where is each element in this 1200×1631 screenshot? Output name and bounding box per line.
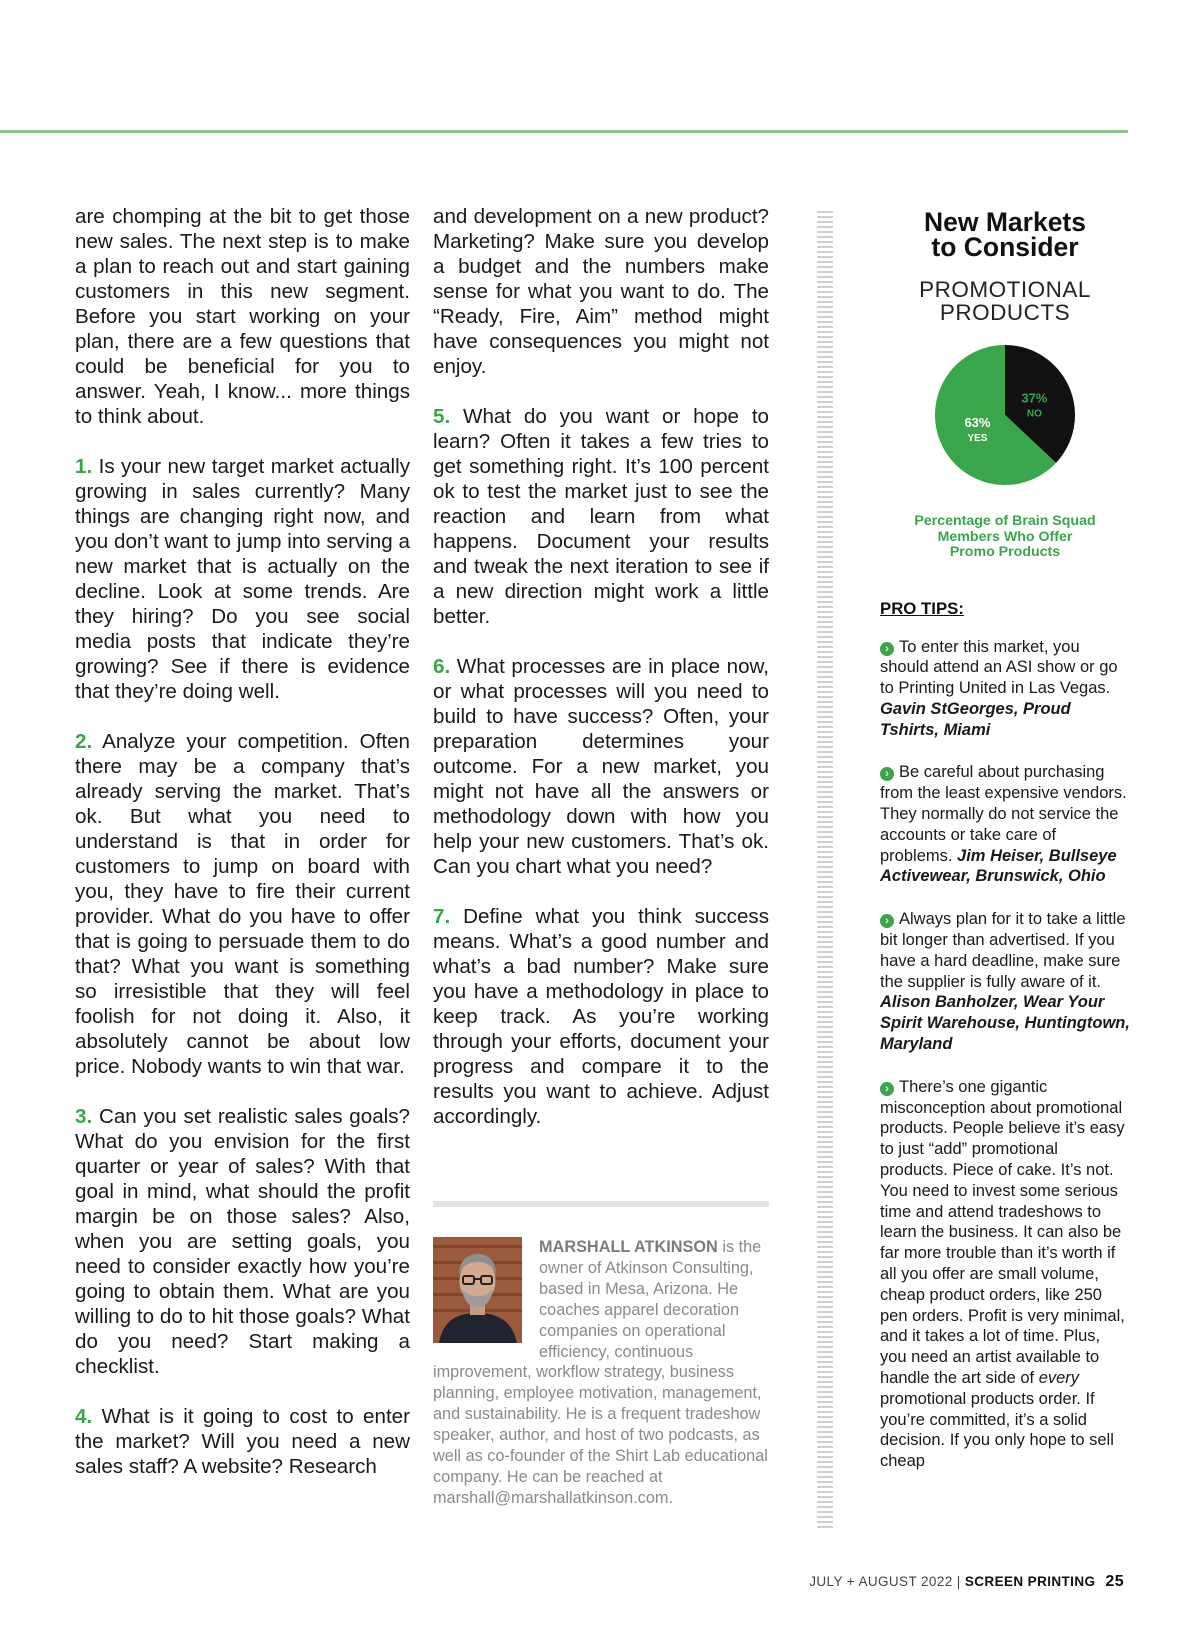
chart-caption-line-3: Promo Products <box>949 544 1061 560</box>
question-text: Define what you think success means. What’s a good number and what’s a bad number? Make sure you have a methodology in place to keep track. As you’re working through your efforts, document your progress and compare it to the results you want to achieve. Adjust accordingly. <box>433 905 769 1128</box>
tip-text: To enter this market, you should attend an ASI show or go to Printing United in Las Vegas. <box>880 637 1118 698</box>
article-column-1 <box>75 204 410 1504</box>
pro-tips-heading: PRO TIPS: <box>880 598 964 618</box>
question-text: Can you set realistic sales goals? What do you envision for the first quarter or year of sales? With that goal in mind, what should the profit margin be on those sales? Also, when you are setting goals, you need to consider exactly how you’re going to obtain them. What are you willing to do to hit those goals? What do you need? Start making a checklist. <box>75 1105 410 1378</box>
bio-body: is the owner of Atkinson Consulting, based in Mesa, Arizona. He coaches apparel decoration companies on operational efficiency, continuous improvement, workflow strategy, business planning, employee motivation, management, and sustainability. He is a frequent tradeshow speaker, author, and host of two podcasts, as well as co-founder of the Shirt Lab educational company. He can be reached at marshall@marshallatkinson.com. <box>433 1238 768 1507</box>
arrow-circle-icon: › <box>880 1082 894 1096</box>
pie-chart <box>880 340 1130 490</box>
question-number: 7. <box>433 905 451 928</box>
bio-name: MARSHALL ATKINSON <box>539 1238 718 1256</box>
intro-paragraph: are chomping at the bit to get those new sales. The next step is to make a plan to reach out and start gaining customers in this new segment. Before you start working on your plan, there are a few questions that could be beneficial for you to answer. Yeah, I know... more things to think about. <box>75 205 410 428</box>
tip-attribution: Gavin StGeorges, Proud Tshirts, Miami <box>880 699 1071 739</box>
tip-attribution: Jim Heiser, Bullseye Activewear, Brunswick, Ohio <box>880 846 1117 886</box>
question-number: 6. <box>433 655 451 678</box>
question-4 <box>75 1404 410 1479</box>
question-number: 3. <box>75 1105 93 1128</box>
pro-tip <box>880 762 1130 887</box>
pie-chart-container <box>880 340 1130 490</box>
sidebar-title <box>880 207 1130 262</box>
author-bio <box>433 1237 769 1509</box>
chart-caption <box>880 514 1130 561</box>
question-number: 2. <box>75 730 93 753</box>
pie-value-label-yes: 63% <box>964 414 991 430</box>
article-column-2 <box>433 204 769 1154</box>
pro-tip <box>880 637 1130 741</box>
chart-title-line-1: PROMOTIONAL <box>919 277 1091 302</box>
question-text: What do you want or hope to learn? Often it takes a few tries to get something right. It’s 100 percent ok to test the market just to see the reaction and learn from what happens. Document your results and tweak the next iteration to see if a new direction might work a little better. <box>433 405 769 628</box>
tip-attribution: Alison Banholzer, Wear Your Spirit Warehouse, Huntingtown, Maryland <box>880 993 1130 1054</box>
pro-tips-list <box>880 637 1130 1472</box>
tip-text: Always plan for it to take a little bit longer than advertised. If you have a hard deadline, make sure the supplier is fully aware of it. <box>880 910 1126 991</box>
arrow-circle-icon: › <box>880 914 894 928</box>
question-number: 5. <box>433 405 451 428</box>
tip-text: Be careful about purchasing from the least expensive vendors. They normally do not service the accounts or take care of problems. <box>880 763 1127 865</box>
tip-text: There’s one gigantic misconception about promotional products. People believe it’s easy to just “add” promotional products. Piece of cake. It’s not. You need to invest some serious time and attend tradeshows to learn the business. It can also be far more trouble than it’s worth if all you offer are small volume, cheap product orders, like 250 pen orders. Profit is very minimal, and it takes a lot of time. Plus, you need an artist available to handle the art side of <box>880 1077 1125 1387</box>
magazine-name: SCREEN PRINTING <box>964 1574 1096 1589</box>
chart-caption-line-1: Percentage of Brain Squad <box>914 513 1096 529</box>
sidebar-title-line-2: to Consider <box>931 232 1079 262</box>
question-5 <box>433 404 769 629</box>
tip-text-continued: promotional products order. If you’re committed, it’s a solid decision. If you only hope to sell cheap <box>880 1389 1114 1471</box>
pie-category-label-no: NO <box>1026 408 1042 420</box>
question-text: What processes are in place now, or what processes will you need to build to have success? Often, your preparation determines your outcome. For a new market, you might not have all the answers or methodology down with how you help your new customers. That’s ok. Can you chart what you need? <box>433 655 769 878</box>
continued-paragraph: and development on a new product? Marketing? Make sure you develop a budget and the numbers make sense for what you want to do. The “Ready, Fire, Aim” method might have consequences you might not enjoy. <box>433 205 769 378</box>
question-text: Analyze your competition. Often there may be a company that’s already serving the market. That’s ok. But what you need to understand is that in order for customers to jump on board with you, they have to fire their current provider. What do you have to offer that is going to persuade them to do that? What you want is something so irresistible that they will feel foolish for not doing it. Also, it absolutely cannot be about low price. Nobody wants to win that war. <box>75 730 410 1078</box>
pie-category-label-yes: YES <box>967 432 988 444</box>
sidebar-divider <box>817 211 833 1529</box>
author-photo <box>433 1237 522 1343</box>
sidebar <box>880 207 1130 1472</box>
question-2 <box>75 729 410 1079</box>
footer-separator: | <box>952 1574 965 1589</box>
top-rule <box>0 130 1128 133</box>
bio-divider <box>433 1201 769 1207</box>
question-7 <box>433 904 769 1129</box>
question-text: What is it going to cost to enter the market? Will you need a new sales staff? A website? Research <box>75 1405 410 1478</box>
question-text: Is your new target market actually growing in sales currently? Many things are changing right now, and you don’t want to jump into serving a new market that is actually on the decline. Look at some trends. Are they hiring? Do you see social media posts that indicate they’re growing? See if there is evidence that they’re doing well. <box>75 455 410 703</box>
question-number: 1. <box>75 455 93 478</box>
page-footer <box>809 1573 1124 1591</box>
pie-value-label-no: 37% <box>1021 390 1048 406</box>
question-6 <box>433 654 769 879</box>
question-1 <box>75 454 410 704</box>
issue-date: JULY + AUGUST 2022 <box>809 1574 953 1589</box>
pro-tip <box>880 909 1130 1055</box>
chart-title-line-2: PRODUCTS <box>939 300 1071 325</box>
chart-title <box>880 278 1130 324</box>
sidebar-title-line-1: New Markets <box>923 207 1086 237</box>
chart-caption-line-2: Members Who Offer <box>937 528 1073 545</box>
arrow-circle-icon: › <box>880 642 894 656</box>
question-number: 4. <box>75 1405 93 1428</box>
tip-emphasis: every <box>1038 1369 1080 1387</box>
page-number: 25 <box>1105 1573 1124 1590</box>
question-3 <box>75 1104 410 1379</box>
arrow-circle-icon: › <box>880 767 894 781</box>
pro-tip <box>880 1077 1130 1472</box>
